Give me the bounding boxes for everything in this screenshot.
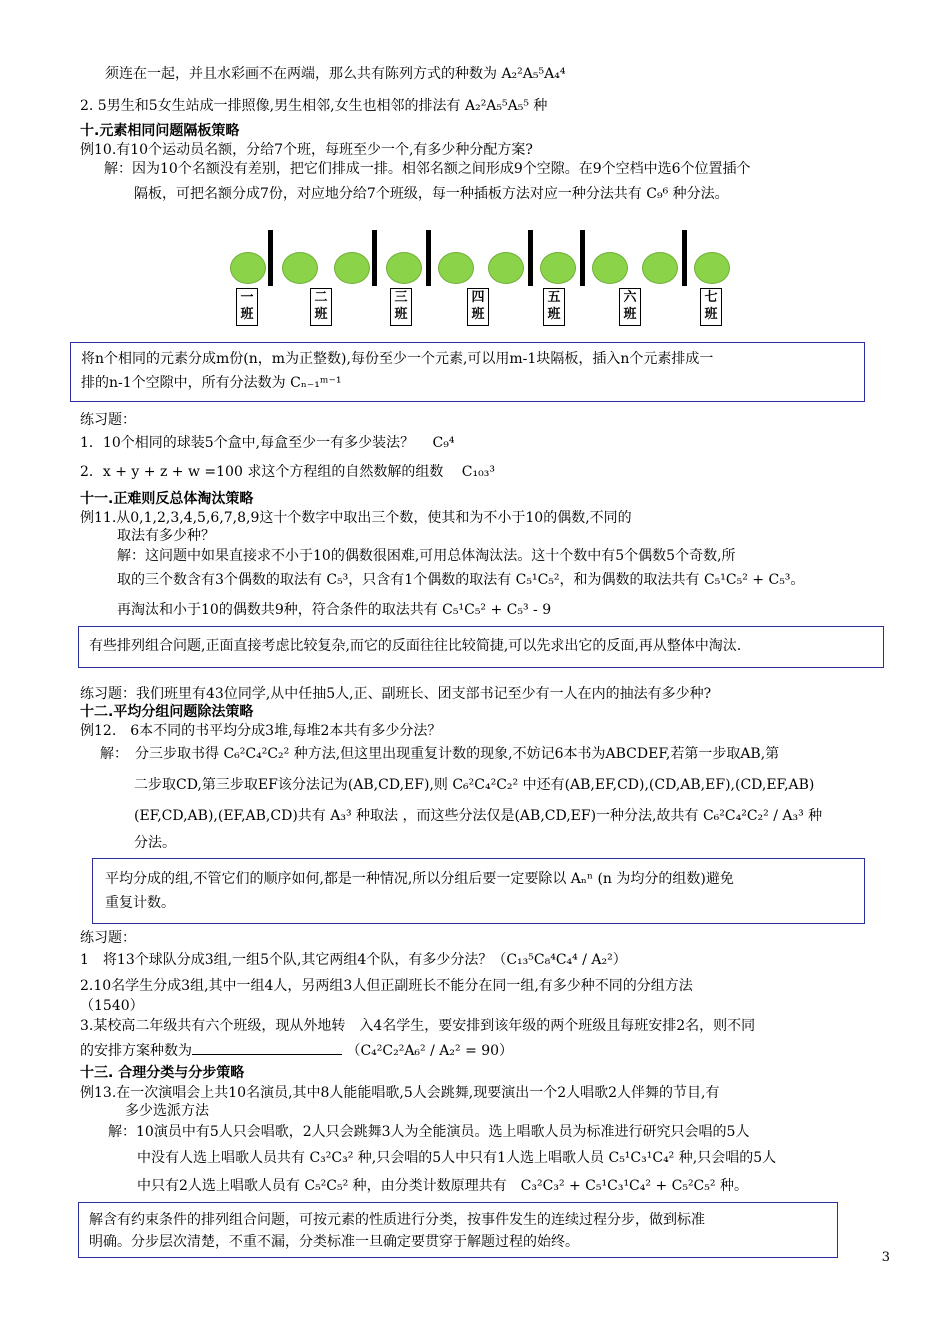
summary-text: 排的n-1个空隙中，所有分法数为 Cₙ₋₁ᵐ⁻¹ (81, 375, 342, 391)
solution-text: 解：10演员中有5人只会唱歌，2人只会跳舞3人为全能演员。选上唱歌人员为标准进行研究只会唱的5人 (108, 1124, 750, 1140)
practice-item: 1．10个相同的球装5个盒中,每盒至少一有多少装法？ C₉⁴ (80, 435, 455, 451)
example-text: 多少选派方法 (125, 1103, 209, 1119)
divider-bar (682, 230, 687, 286)
practice-heading: 练习题： (80, 930, 136, 946)
ball-icon (694, 252, 730, 284)
class-label: 五 班 (543, 288, 565, 326)
practice-item: 练习题：我们班里有43位同学,从中任抽5人,正、副班长、团支部书记至少有一人在内的抽法有多少种? (80, 686, 712, 702)
summary-text: 解含有约束条件的排列组合问题，可按元素的性质进行分类，按事件发生的连续过程分步，做到标准 (89, 1212, 705, 1228)
solution-text: 取的三个数含有3个偶数的取法有 C₅³，只含有1个偶数的取法有 C₅¹C₅²，和为偶数的取法共有 C₅¹C₅² + C₅³。 (117, 572, 805, 588)
practice-heading: 练习题： (80, 412, 136, 428)
example-text: 例11.从0,1,2,3,4,5,6,7,8,9这十个数字中取出三个数，使其和为不小于10的偶数,不同的 (80, 510, 632, 526)
ball-icon (488, 252, 524, 284)
summary-text: 明确。分步层次清楚，不重不漏，分类标准一旦确定要贯穿于解题过程的始终。 (89, 1234, 579, 1250)
section-heading: 十一.正难则反总体淘汰策略 (80, 491, 254, 507)
section-heading: 十三. 合理分类与分步策略 (80, 1065, 245, 1081)
solution-text: 再淘汰和小于10的偶数共9种，符合条件的取法共有 C₅¹C₅² + C₅³ - 9 (117, 602, 552, 618)
class-label: 三 班 (390, 288, 412, 326)
class-label: 四 班 (467, 288, 489, 326)
solution-text: 分法。 (134, 835, 176, 851)
page-number: 3 (881, 1250, 890, 1265)
practice-answer: （C₄²C₂²A₆² / A₂² = 90） (346, 1043, 514, 1059)
ball-icon (282, 252, 318, 284)
ball-icon (386, 252, 422, 284)
solution-text: 中只有2人选上唱歌人员有 C₅²C₅² 种，由分类计数原理共有 C₃²C₃² + C₅¹C₃¹C₄² + C₅²C₅² 种。 (137, 1178, 748, 1194)
section-heading: 十.元素相同问题隔板策略 (80, 123, 240, 139)
class-label: 二 班 (310, 288, 332, 326)
ball-icon (540, 252, 576, 284)
example-text: 例12. 6本不同的书平均分成3堆,每堆2本共有多少分法？ (80, 723, 442, 739)
ball-icon (642, 252, 678, 284)
practice-item: 2.10名学生分成3组,其中一组4人，另两组3人但正副班长不能分在同一组,有多少种不同的分组方法 (80, 978, 693, 994)
summary-text: 平均分成的组,不管它们的顺序如何,都是一种情况,所以分组后要一定要除以 Aₙⁿ (n 为均分的组数)避免 (105, 871, 734, 887)
example-text: 例10.有10个运动员名额，分给7个班，每班至少一个,有多少种分配方案? (80, 142, 533, 158)
summary-box (70, 342, 865, 402)
class-label: 六 班 (619, 288, 641, 326)
ball-icon (592, 252, 628, 284)
divider-bar (528, 230, 533, 286)
divider-bar (268, 230, 273, 286)
divider-bar (426, 230, 431, 286)
summary-text: 重复计数。 (105, 895, 175, 911)
class-label: 一 班 (236, 288, 258, 326)
summary-box (92, 858, 865, 924)
practice-item: 1 将13个球队分成3组,一组5个队,其它两组4个队，有多少分法？（C₁₃⁵C₈⁴C₄⁴ / A₂²） (80, 952, 627, 968)
section-heading: 十二.平均分组问题除法策略 (80, 704, 254, 720)
practice-item: （1540） (80, 998, 144, 1014)
solution-text: 解：因为10个名额没有差别，把它们排成一排。相邻名额之间形成9个空隙。在9个空档中选6个位置插个 (104, 161, 751, 177)
example-text: 例13.在一次演唱会上共10名演员,其中8人能能唱歌,5人会跳舞,现要演出一个2人唱歌2人伴舞的节目,有 (80, 1085, 720, 1101)
practice-text: 的安排方案种数为 (80, 1043, 192, 1059)
solution-text: 解：这问题中如果直接求不小于10的偶数很困难,可用总体淘汰法。这十个数中有5个偶数5个奇数,所 (117, 548, 736, 564)
practice-item: 3.某校高二年级共有六个班级，现从外地转 入4名学生，要安排到该年级的两个班级且每班安排2名，则不同 (80, 1018, 756, 1034)
practice-item (80, 1040, 513, 1061)
solution-text: 中没有人选上唱歌人员共有 C₃²C₃² 种,只会唱的5人中只有1人选上唱歌人员 C₅¹C₃¹C₄² 种,只会唱的5人 (137, 1150, 777, 1166)
divider-bar (580, 230, 585, 286)
example-text: 取法有多少种？ (117, 528, 215, 544)
summary-box (78, 626, 884, 668)
summary-text: 有些排列组合问题,正面直接考虑比较复杂,而它的反面往往比较简捷,可以先求出它的反面,再从整体中淘汰. (89, 638, 742, 654)
text-line: 须连在一起，并且水彩画不在两端，那么共有陈列方式的种数为 A₂²A₅⁵A₄⁴ (105, 66, 566, 82)
solution-text: (EF,CD,AB),(EF,AB,CD)共有 A₃³ 种取法 ，而这些分法仅是(AB,CD,EF)一种分法,故共有 C₆²C₄²C₂² / A₃³ 种 (134, 808, 823, 824)
class-label: 七 班 (700, 288, 722, 326)
answer-blank (192, 1040, 342, 1055)
summary-text: 将n个相同的元素分成m份(n，m为正整数),每份至少一个元素,可以用m-1块隔板，插入n个元素排成一 (81, 351, 714, 367)
ball-icon (334, 252, 370, 284)
solution-text: 隔板，可把名额分成7份，对应地分给7个班级，每一种插板方法对应一种分法共有 C₉⁶ 种分法。 (134, 186, 729, 202)
ball-icon (438, 252, 474, 284)
summary-box (78, 1202, 838, 1258)
practice-item: 2．x + y + z + w =100 求这个方程组的自然数解的组数 C₁₀₃³ (80, 464, 495, 480)
solution-text: 解： 分三步取书得 C₆²C₄²C₂² 种方法,但这里出现重复计数的现象,不妨记6本书为ABCDEF,若第一步取AB,第 (100, 746, 780, 762)
ball-icon (230, 252, 266, 284)
solution-text: 二步取CD,第三步取EF该分法记为(AB,CD,EF),则 C₆²C₄²C₂² 中还有(AB,EF,CD),(CD,AB,EF),(CD,EF,AB) (134, 777, 815, 793)
divider-bar (372, 230, 377, 286)
text-line: 2. 5男生和5女生站成一排照像,男生相邻,女生也相邻的排法有 A₂²A₅⁵A₅⁵ 种 (80, 98, 548, 114)
